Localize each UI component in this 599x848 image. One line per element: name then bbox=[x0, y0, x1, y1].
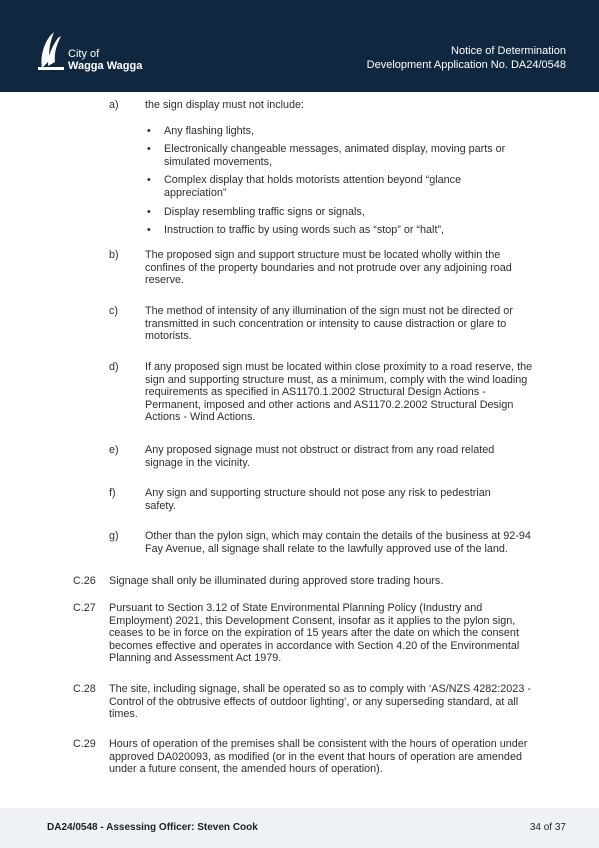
page-footer bbox=[0, 808, 599, 848]
city-logo bbox=[36, 30, 146, 76]
item-letter: a) bbox=[109, 99, 119, 111]
bullet-icon: • bbox=[147, 224, 151, 236]
item-text: Other than the pylon sign, which may contain the details of the business at 92-94 Fay Avenue, all signage shall relate to the lawfully approved use of the land. bbox=[145, 530, 531, 555]
item-letter: e) bbox=[109, 444, 119, 456]
page-header bbox=[0, 0, 599, 92]
item-text: Any proposed signage must not obstruct or distract from any road related signage in the vicinity. bbox=[145, 444, 495, 469]
condition-text: Signage shall only be illuminated during approved store trading hours. bbox=[109, 575, 444, 587]
bullet-icon: • bbox=[147, 206, 151, 218]
application-number: Development Application No. DA24/0548 bbox=[366, 59, 566, 71]
logo-text-line1: City of bbox=[68, 48, 100, 60]
item-letter: d) bbox=[109, 361, 119, 373]
condition-number: C.27 bbox=[73, 602, 96, 614]
bullet-text: Any flashing lights, bbox=[164, 125, 255, 137]
item-letter: c) bbox=[109, 305, 118, 317]
condition-number: C.28 bbox=[73, 683, 96, 695]
document-title bbox=[367, 44, 566, 72]
city-crest-icon bbox=[36, 30, 66, 70]
item-text: the sign display must not include: bbox=[145, 99, 305, 111]
footer-assessing-officer: DA24/0548 - Assessing Officer: Steven Cook bbox=[47, 822, 258, 833]
item-text: The method of intensity of any illumination of the sign must not be directed or transmitted in such concentration or intensity to cause distraction or glare to motorists. bbox=[145, 305, 513, 343]
item-letter: b) bbox=[109, 249, 119, 261]
page-number: 34 of 37 bbox=[529, 822, 566, 833]
condition-number: C.29 bbox=[73, 738, 96, 750]
bullet-text: Display resembling traffic signs or signals, bbox=[164, 206, 365, 218]
item-text: If any proposed sign must be located within close proximity to a road reserve, the sign and supporting structure must, as a minimum, comply with the wind loading requirements as specified in AS1170.1.2002 Structural Design Actions - Permanent, imposed and other actions and AS1170.2.2002 Structural Design Actions - Wind Actions. bbox=[145, 361, 533, 424]
item-letter: g) bbox=[109, 530, 119, 542]
bullet-icon: • bbox=[147, 125, 151, 137]
bullet-text: Instruction to traffic by using words such as “stop” or “halt”, bbox=[164, 224, 445, 236]
bullet-text: Electronically changeable messages, animated display, moving parts or simulated movements, bbox=[164, 143, 506, 168]
notice-title: Notice of Determination bbox=[451, 45, 566, 57]
condition-text: The site, including signage, shall be operated so as to comply with ‘AS/NZS 4282:2023 - Control of the obtrusive effects of outdoor lighting’, or any superseding standard, at all times. bbox=[109, 683, 531, 721]
item-text: The proposed sign and support structure must be located wholly within the confines of the property boundaries and not protrude over any adjoining road reserve. bbox=[145, 249, 512, 287]
bullet-icon: • bbox=[147, 174, 151, 186]
logo-text-line2: Wagga Wagga bbox=[68, 60, 143, 72]
item-letter: f) bbox=[109, 487, 116, 499]
item-text: Any sign and supporting structure should not pose any risk to pedestrian safety. bbox=[145, 487, 491, 512]
condition-number: C.26 bbox=[73, 575, 96, 587]
condition-text: Pursuant to Section 3.12 of State Environmental Planning Policy (Industry and Employment) 2021, this Development Consent, insofar as it applies to the pylon sign, ceases to be in force on the expiration of 15 years after the date on which the consent becomes effective and operates in accordance with Section 4.20 of the Environmental Planning and Assessment Act 1979. bbox=[109, 602, 520, 665]
condition-text: Hours of operation of the premises shall be consistent with the hours of operation under approved DA020093, as modified (or in the event that hours of operation are amended under a future consent, the amended hours of operation). bbox=[109, 738, 528, 776]
bullet-text: Complex display that holds motorists attention beyond “glance appreciation” bbox=[164, 174, 462, 199]
bullet-icon: • bbox=[147, 143, 151, 155]
